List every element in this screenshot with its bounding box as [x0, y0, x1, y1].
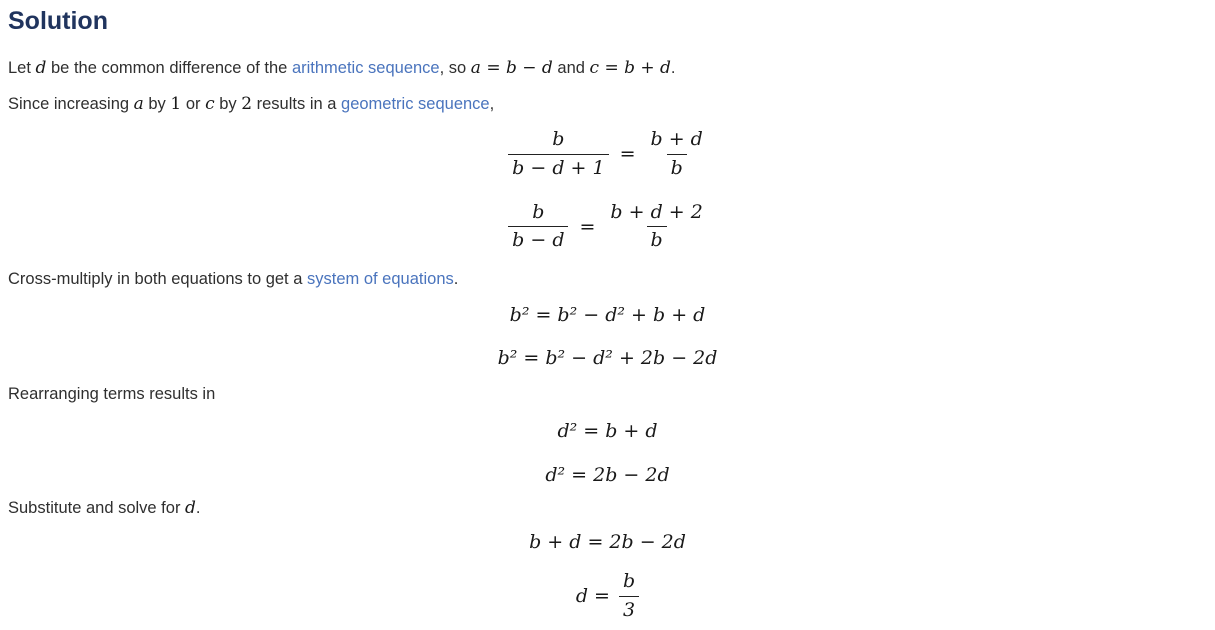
text-segment: , [489, 95, 495, 113]
text-segment: Since increasing [8, 95, 134, 113]
math-expression: b + d = 2b − 2d [529, 531, 686, 553]
math-expression: d = [575, 585, 610, 608]
fraction-numerator: b + d + 2 [610, 200, 703, 223]
inline-math-1: 1 [170, 94, 182, 114]
fraction-denominator: 3 [619, 596, 639, 623]
text-segment: Cross-multiply in both equations to get a [8, 270, 307, 288]
equation-5 [0, 420, 1215, 442]
fraction-left [508, 201, 568, 254]
equals-sign: = [579, 215, 596, 238]
text-segment: Rearranging terms results in [8, 385, 216, 403]
fraction-numerator: b [532, 200, 545, 223]
fraction-denominator: b [667, 154, 687, 181]
fraction-denominator: b − d + 1 [508, 154, 608, 181]
equation-8 [0, 570, 1215, 623]
equation-2 [0, 201, 1215, 254]
inline-math-2: 2 [241, 94, 253, 114]
solution-article [0, 6, 1215, 623]
paragraph-increasing [0, 94, 1215, 114]
equation-7 [0, 531, 1215, 553]
equation-6 [0, 464, 1215, 486]
fraction-denominator: b − d [508, 226, 568, 253]
text-segment: by [143, 95, 171, 113]
fraction-left [508, 128, 608, 181]
math-expression: d² = b + d [557, 420, 658, 442]
fraction-numerator: b [622, 570, 636, 592]
inline-math-a-eq: a = b − d [470, 58, 553, 78]
equation-3 [0, 304, 1215, 326]
equals-sign: = [619, 143, 636, 166]
inline-math-d: d [35, 58, 47, 78]
paragraph-rearranging [0, 384, 1215, 404]
paragraph-common-difference [0, 58, 1215, 78]
text-segment: results in a [252, 95, 342, 113]
inline-math-c: c [205, 94, 215, 114]
text-segment: Let [8, 59, 36, 77]
page-title: Solution [8, 7, 108, 35]
equation-4 [0, 347, 1215, 369]
text-segment: or [181, 95, 206, 113]
fraction-numerator: b [552, 128, 565, 150]
text-segment: . [453, 270, 459, 288]
paragraph-cross-multiply [0, 269, 1215, 289]
text-segment: and [552, 59, 590, 77]
fraction-numerator: b + d [650, 128, 703, 150]
text-segment: . [195, 499, 201, 517]
math-expression: d² = 2b − 2d [545, 464, 670, 486]
text-segment: be the common difference of the [46, 59, 292, 77]
fraction-denominator: b [647, 226, 667, 253]
equation-1 [0, 128, 1215, 181]
math-expression: b² = b² − d² + 2b − 2d [497, 347, 718, 369]
text-segment: Substitute and solve for [8, 499, 186, 517]
fraction-result [619, 570, 639, 623]
inline-math-a: a [133, 94, 144, 114]
inline-math-c-eq: c = b + d [589, 58, 671, 78]
fraction-right [647, 128, 707, 181]
math-expression: b² = b² − d² + b + d [509, 304, 706, 326]
link-system-of-equations[interactable]: system of equations [307, 270, 454, 288]
text-segment: . [670, 59, 676, 77]
link-arithmetic-sequence[interactable]: arithmetic sequence [291, 59, 440, 77]
fraction-right [606, 201, 706, 254]
text-segment: by [214, 95, 242, 113]
text-segment: , so [439, 59, 471, 77]
link-geometric-sequence[interactable]: geometric sequence [341, 95, 490, 113]
inline-math-d: d [185, 498, 196, 518]
paragraph-substitute [0, 498, 1215, 518]
